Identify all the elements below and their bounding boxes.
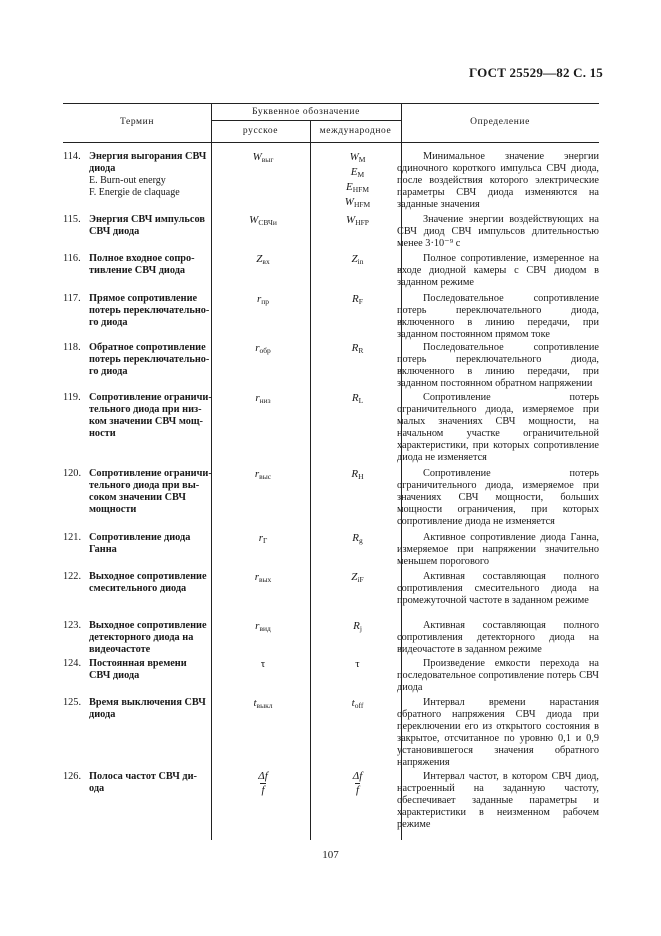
- term-cell: 123. Выходное сопротивление детекторного диода на видеочастоте: [63, 620, 207, 655]
- international-symbol: $Z_{in}$: [351, 253, 364, 266]
- definition-cell: Сопротивление потерь ограничительного диода, измеряемое при малых значениях СВЧ мощности, на начальном участке ограничительной характеристики, при которых сопротивление диода не изменяется: [397, 392, 599, 463]
- russian-symbol: $W_{выг}$: [252, 151, 274, 164]
- international-symbol: $W_M$ $E_M$ $E_{HFM}$ $W_{HFM}$: [344, 151, 371, 209]
- international-symbol: $Z_{iF}$: [351, 571, 364, 584]
- definition-cell: Активное сопротивление диода Ганна, измеряемое при напряжении значительно меньшем порогового: [397, 532, 599, 567]
- russian-symbol: $r_{вид}$: [255, 620, 271, 633]
- term-cell: 125. Время выключения СВЧ диода: [63, 697, 206, 720]
- russian-symbol: $r_{пр}$: [256, 293, 270, 306]
- term-cell: 126. Полоса частот СВЧ ди- ода: [63, 771, 197, 794]
- table-top-rule: [63, 103, 599, 104]
- russian-symbol: $r_{выс}$: [254, 468, 272, 481]
- term-cell: 122. Выходное сопротивление смесительного диода: [63, 571, 207, 594]
- term-cell: 120. Сопротивление ограничи- тельного диода при вы- соком значении СВЧ мощности: [63, 468, 212, 515]
- russian-symbol: $t_{выкл}$: [253, 697, 273, 710]
- international-symbol: $R_R$: [351, 342, 364, 355]
- international-symbol: τ: [355, 658, 360, 670]
- fraction: $\frac{\Delta f}{f}$: [352, 770, 363, 796]
- term-header: Термин: [119, 117, 155, 127]
- international-symbol: $R_F$: [352, 293, 363, 306]
- definition-header: Определение: [470, 117, 530, 127]
- table-head-bottom-rule: [63, 142, 599, 143]
- term-cell: 124. Постоянная времени СВЧ диода: [63, 658, 187, 681]
- term-cell: 114. Энергия выгорания СВЧ диода E. Burn-out energy F. Energie de claquage: [63, 151, 213, 199]
- term-cell: 116. Полное входное сопро- тивление СВЧ диода: [63, 253, 195, 276]
- russian-symbol: $r_{низ}$: [255, 392, 271, 405]
- international-symbol: $t_{off}$: [351, 697, 364, 710]
- russian-symbol: $r_{вых}$: [254, 571, 272, 584]
- international-symbol: $R_j$: [353, 620, 362, 633]
- fraction: $\frac{\Delta f}{f}$: [258, 770, 268, 796]
- russian-symbol: $r_Г$: [258, 532, 268, 545]
- definition-cell: Значение энергии воздействующих на СВЧ диод СВЧ импульсов длительностью менее 3·10⁻⁹ с: [397, 214, 599, 249]
- definition-cell: Последовательное сопротивление потерь переключательного диода, включенного в линию передачи, при заданном постоянном обратном напряжении: [397, 342, 599, 389]
- international-symbol: $R_H$: [351, 468, 364, 481]
- international-symbol: [313, 771, 402, 796]
- international-symbol: $R_L$: [351, 392, 364, 405]
- definition-cell: Произведение емкости перехода на последовательное сопротивление потерь СВЧ диода: [397, 658, 599, 693]
- russian-symbol: $Z_{вх}$: [256, 253, 270, 266]
- definition-cell: Сопротивление потерь ограничительного диода, измеряемое при значениях СВЧ мощности, больших мощности ограничения, при которых сопротивление диода не изменяется: [397, 468, 599, 527]
- term-french: F. Energie de claquage: [89, 187, 180, 198]
- russian-header: русское: [242, 126, 279, 136]
- term-english: E. Burn-out energy: [89, 175, 166, 186]
- designation-divider-rule: [211, 120, 401, 121]
- russian-symbol: $r_{обр}$: [255, 342, 271, 355]
- russian-symbol: [214, 771, 312, 796]
- definition-cell: Интервал частот, в котором СВЧ диод, настроенный на заданную частоту, обеспечивает заданные параметры и характеристики в неизменном рабочем режиме: [397, 771, 599, 830]
- definition-cell: Активная составляющая полного сопротивления детекторного диода на видеочастоте в заданном режиме: [397, 620, 599, 655]
- term-cell: 119. Сопротивление ограничи- тельного диода при низ- ком значении СВЧ мощ- ности: [63, 392, 212, 439]
- russian-symbol: $W_{СВЧи}$: [249, 214, 277, 227]
- term-cell: 115. Энергия СВЧ импульсов СВЧ диода: [63, 214, 205, 237]
- international-symbol: $R_g$: [352, 532, 363, 545]
- designation-header: Буквенное обозначение: [252, 107, 360, 117]
- definition-cell: Минимальное значение энергии одиночного короткого импульса СВЧ диода, после воздействия которого электрические параметры СВЧ диода изменяются на заданные значения: [397, 151, 599, 210]
- page-header: ГОСТ 25529—82 С. 15: [469, 65, 603, 80]
- definition-cell: Полное сопротивление, измеренное на входе диодной камеры с СВЧ диодом в заданном режиме: [397, 253, 599, 288]
- page-number: 107: [322, 849, 339, 861]
- definition-cell: Последовательное сопротивление потерь переключательного диода, включенного в линию передачи, при заданном постоянном прямом токе: [397, 293, 599, 340]
- term-cell: 118. Обратное сопротивление потерь переключательно- го диода: [63, 342, 210, 377]
- international-header: международное: [319, 126, 392, 136]
- definition-cell: Интервал времени нарастания обратного напряжения СВЧ диода при переключении его из открытого состояния в закрытое, отсчитанное по уровню 0,1 и 0,9 установившегося значения обратного напряжения: [397, 697, 599, 768]
- term-cell: 117. Прямое сопротивление потерь переключательно- го диода: [63, 293, 210, 328]
- russian-symbol: τ: [260, 658, 266, 670]
- international-symbol: $W_{HFP}$: [346, 214, 369, 227]
- definition-cell: Активная составляющая полного сопротивления смесительного диода на промежуточной частоте в заданном режиме: [397, 571, 599, 606]
- term-cell: 121. Сопротивление диода Ганна: [63, 532, 191, 555]
